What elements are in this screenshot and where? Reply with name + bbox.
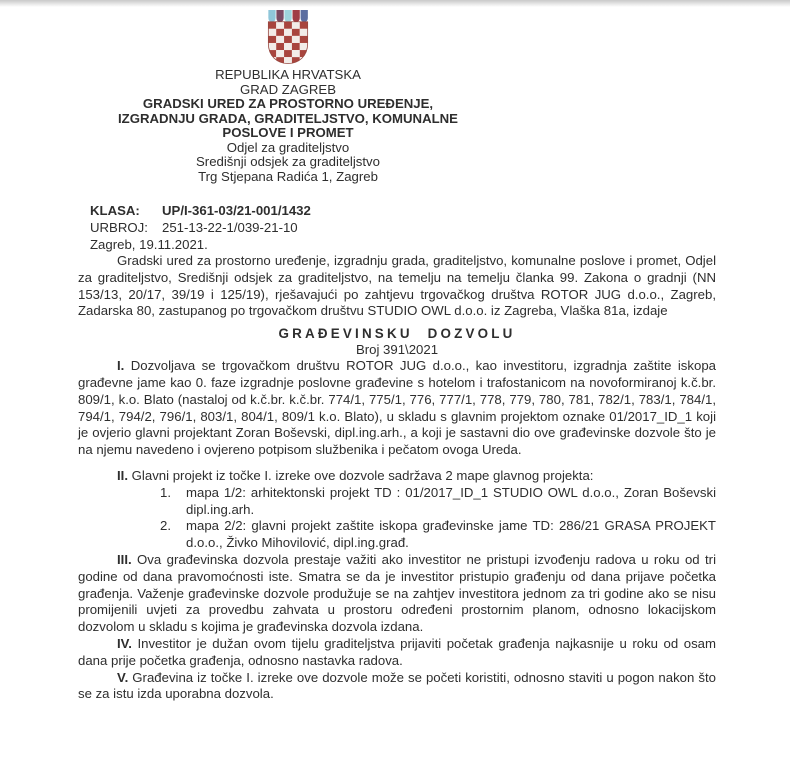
intro-paragraph: Gradski ured za prostorno uređenje, izgradnju grada, graditeljstvo, komunalne poslove i promet, Odjel za graditeljstvo, Središnji odsjek za graditeljstvo, na temelju na temelju članka 99. Zakona o gradnji (NN 153/13, 20/17, 39/19 i 125/19), rješavajući po zahtjevu trgovačkog društva ROTOR JUG d.o.o., Zagreb, Zadarska 80, zastupanog po trgovačkom društvu STUDIO OWL d.o.o. iz Zagreba, Vlaška 81a, izdaje xyxy=(78,253,716,319)
list-item-number: 1. xyxy=(160,484,171,500)
klasa-value: UP/I-361-03/21-001/1432 xyxy=(162,203,311,218)
office-name-line-2: IZGRADNJU GRADA, GRADITELJSTVO, KOMUNALNE xyxy=(118,110,458,126)
section-ii-text: Glavni projekt iz točke I. izreke ove dozvole sadržava 2 mape glavnog projekta: xyxy=(131,467,594,483)
section-i xyxy=(78,358,716,459)
list-item-text: mapa 2/2: glavni projekt zaštite iskopa građevinske jame TD: 286/21 GRASA PROJEKT d.o.o., Živko Mihovilović, dipl.ing.građ. xyxy=(186,518,716,551)
country-name: REPUBLIKA HRVATSKA xyxy=(215,67,361,82)
section-v-label: V. xyxy=(117,669,129,685)
croatian-coat-of-arms-icon xyxy=(267,8,309,65)
office-address: Trg Stjepana Radića 1, Zagreb xyxy=(198,168,378,184)
section-v-text: Građevina iz točke I. izreke ove dozvole može se početi koristiti, odnosno staviti u pogon nakon što se za istu izda uporabna dozvola. xyxy=(78,669,716,702)
office-name-line-3: POSLOVE I PROMET xyxy=(222,125,354,140)
section-ii xyxy=(78,468,716,552)
document-title: GRAĐEVINSKU DOZVOLU xyxy=(278,326,516,342)
section-iv xyxy=(78,636,716,670)
city-name: GRAD ZAGREB xyxy=(240,81,336,97)
department-name: Odjel za graditeljstvo xyxy=(226,139,350,155)
list-item xyxy=(160,485,716,519)
list-item-number: 2. xyxy=(160,518,171,534)
section-iii-text: Ova građevinska dozvola prestaje važiti ako investitor ne pristupi izvođenju radova u roku od tri godine od dana pravomoćnosti iste. Smatra se da je investitor pristupio građenju od dana prijave početka građenja. Važenje građevinske dozvole produžuje se na zahtjev investitora jednom za tri godine ako se nisu promijenili uvjeti za provedbu zahvata u prostoru određeni prostornim planom, odnosno lokacijskom dozvolom u skladu s kojima je građevinska dozvola izdana. xyxy=(78,551,716,635)
case-reference-block xyxy=(90,202,716,253)
section-iv-text: Investitor je dužan ovom tijelu graditeljstva prijaviti početak građenja najkasnije u roku od osam dana prije početka građenja, odnosno nastavka radova. xyxy=(78,635,717,668)
letterhead xyxy=(78,8,498,184)
section-ii-label: II. xyxy=(117,467,128,483)
document-number: Broj 391\2021 xyxy=(355,342,439,358)
coat-of-arms-crown xyxy=(268,10,308,22)
office-name-line-1: GRADSKI URED ZA PROSTORNO UREĐENJE, xyxy=(142,96,434,111)
list-item-text: mapa 1/2: arhitektonski projekt TD : 01/2017_ID_1 STUDIO OWL d.o.o., Zoran Boševski dipl.ing.arh. xyxy=(186,484,716,517)
urbroj-row xyxy=(90,219,716,236)
section-v xyxy=(78,670,716,704)
department-section-name: Središnji odsjek za graditeljstvo xyxy=(196,154,380,169)
section-iii xyxy=(78,552,716,636)
klasa-row xyxy=(90,202,716,219)
urbroj-value: 251-13-22-1/039-21-10 xyxy=(162,220,298,235)
section-iii-label: III. xyxy=(117,551,132,567)
list-item xyxy=(160,518,716,552)
klasa-label: KLASA: xyxy=(90,203,140,218)
title-block xyxy=(78,325,716,358)
place-date: Zagreb, 19.11.2021. xyxy=(90,237,208,252)
section-iv-label: IV. xyxy=(117,635,132,651)
urbroj-label: URBROJ: xyxy=(90,220,148,235)
section-i-text: Dozvoljava se trgovačkom društvu ROTOR JUG d.o.o., kao investitoru, izgradnja zaštite iskopa građevne jame kao 0. faze izgradnje poslovne građevine s hotelom i trafostanicom na novoformiranoj k.č.br. 809/1, k.o. Blato (nastaloj od k.č.br. k.č.br. 774/1, 775/1, 776, 777/1, 778, 779, 780, 781, 782/1, 783/1, 784/1, 794/1, 794/2, 796/1, 803/1, 804/1, 809/1 k.o. Blato), u skladu s glavnim projektom oznake 01/2017_ID_1 koji je ovjerio glavni projektant Zoran Boševski, dipl.ing.arh., a koji je sastavni dio ove građevinske dozvole što je na njemu navedeno i ovjereno potpisom službenika i pečatom ovoga Ureda. xyxy=(78,358,716,458)
section-i-label: I. xyxy=(117,358,125,374)
section-ii-intro xyxy=(78,468,716,485)
project-map-list xyxy=(160,485,716,552)
